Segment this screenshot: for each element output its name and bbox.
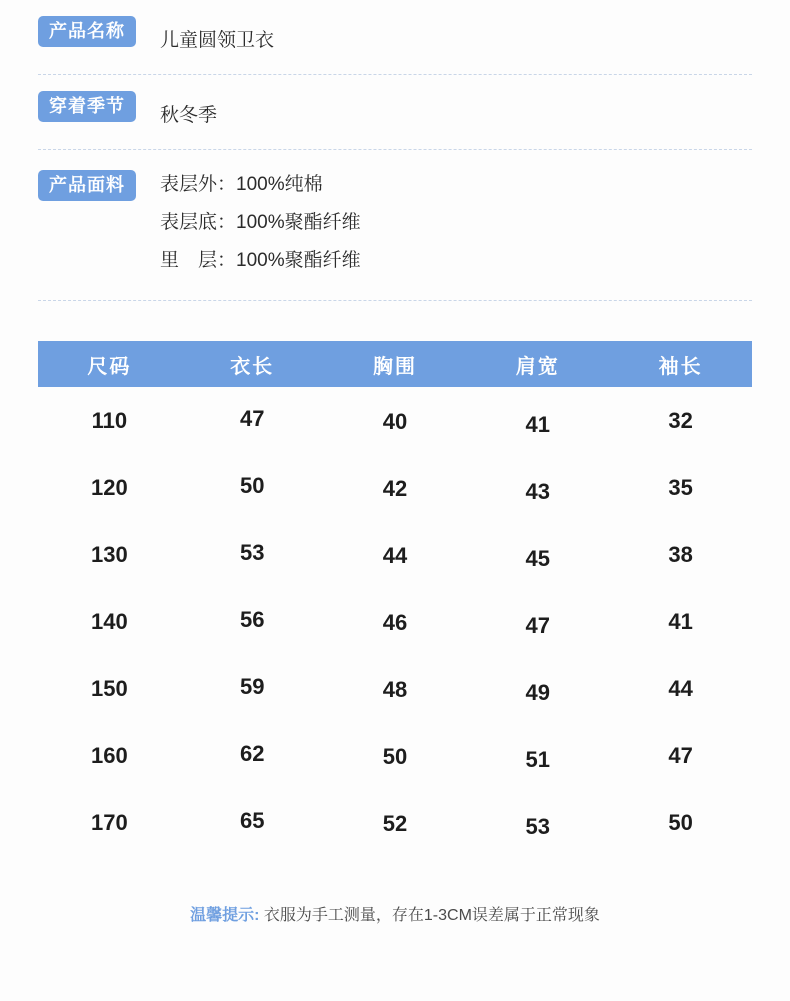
table-cell: 45 [525, 545, 551, 571]
size-table-body [38, 387, 752, 856]
measurement-note [38, 902, 752, 925]
table-cell: 50 [239, 472, 265, 498]
table-cell: 52 [382, 810, 408, 836]
table-cell: 44 [382, 542, 408, 568]
table-cell: 62 [239, 740, 265, 766]
spec-label-product-name: 产品名称 [38, 16, 136, 47]
table-cell: 53 [525, 813, 551, 839]
table-cell: 51 [525, 746, 551, 772]
table-row [38, 521, 752, 588]
table-cell: 48 [382, 676, 408, 702]
spec-label-season: 穿着季节 [38, 91, 136, 122]
measurement-note-text: 衣服为手工测量，存在1-3CM误差属于正常现象 [259, 907, 600, 924]
table-cell: 140 [91, 608, 128, 634]
table-cell: 40 [382, 408, 408, 434]
table-cell: 44 [668, 675, 693, 701]
table-cell: 38 [668, 541, 693, 567]
table-cell: 110 [91, 407, 128, 433]
table-cell: 46 [382, 609, 408, 635]
table-cell: 160 [91, 742, 128, 768]
table-cell: 130 [91, 541, 128, 567]
table-header-row [38, 341, 752, 387]
spec-value-fabric [160, 166, 752, 280]
spec-value-line: 儿童圆领卫衣 [160, 30, 275, 51]
table-cell: 150 [91, 675, 128, 701]
table-cell: 47 [525, 612, 551, 638]
table-cell: 49 [525, 679, 551, 705]
table-cell: 50 [382, 743, 408, 769]
table-row [38, 722, 752, 789]
table-cell: 56 [239, 606, 265, 632]
spec-value-line: 表层底：100%聚酯纤维 [160, 212, 361, 233]
size-table [38, 341, 752, 856]
table-cell: 41 [525, 411, 551, 437]
table-cell: 120 [91, 474, 128, 500]
spec-value-line: 表层外：100%纯棉 [160, 174, 323, 195]
spec-value-line: 里 层：100%聚酯纤维 [160, 250, 361, 271]
spec-value-product-name [160, 16, 752, 60]
table-cell: 65 [239, 807, 265, 833]
spec-label-fabric: 产品面料 [38, 170, 136, 201]
spec-value-season [160, 91, 752, 135]
table-cell: 32 [668, 407, 693, 433]
table-header-cell: 衣长 [181, 341, 324, 387]
size-table-wrapper [38, 341, 752, 856]
table-header-cell: 胸围 [324, 341, 467, 387]
size-table-head [38, 341, 752, 387]
table-row [38, 588, 752, 655]
table-header-cell: 袖长 [609, 341, 752, 387]
spec-row-product-name [38, 0, 752, 75]
table-cell: 43 [525, 478, 551, 504]
spec-value-line: 秋冬季 [160, 105, 218, 126]
table-cell: 41 [668, 608, 693, 634]
table-cell: 47 [239, 405, 265, 431]
table-cell: 35 [668, 474, 693, 500]
table-cell: 53 [239, 539, 265, 565]
table-row [38, 789, 752, 856]
table-cell: 47 [668, 742, 693, 768]
table-header-cell: 尺码 [38, 341, 181, 387]
table-row [38, 655, 752, 722]
table-cell: 50 [668, 809, 693, 835]
spec-row-season [38, 75, 752, 150]
table-row [38, 387, 752, 454]
table-cell: 42 [382, 475, 408, 501]
table-cell: 170 [91, 809, 128, 835]
table-row [38, 454, 752, 521]
spec-row-fabric [38, 150, 752, 301]
table-cell: 59 [239, 673, 265, 699]
measurement-note-prefix: 温馨提示: [190, 907, 260, 924]
table-header-cell: 肩宽 [466, 341, 609, 387]
